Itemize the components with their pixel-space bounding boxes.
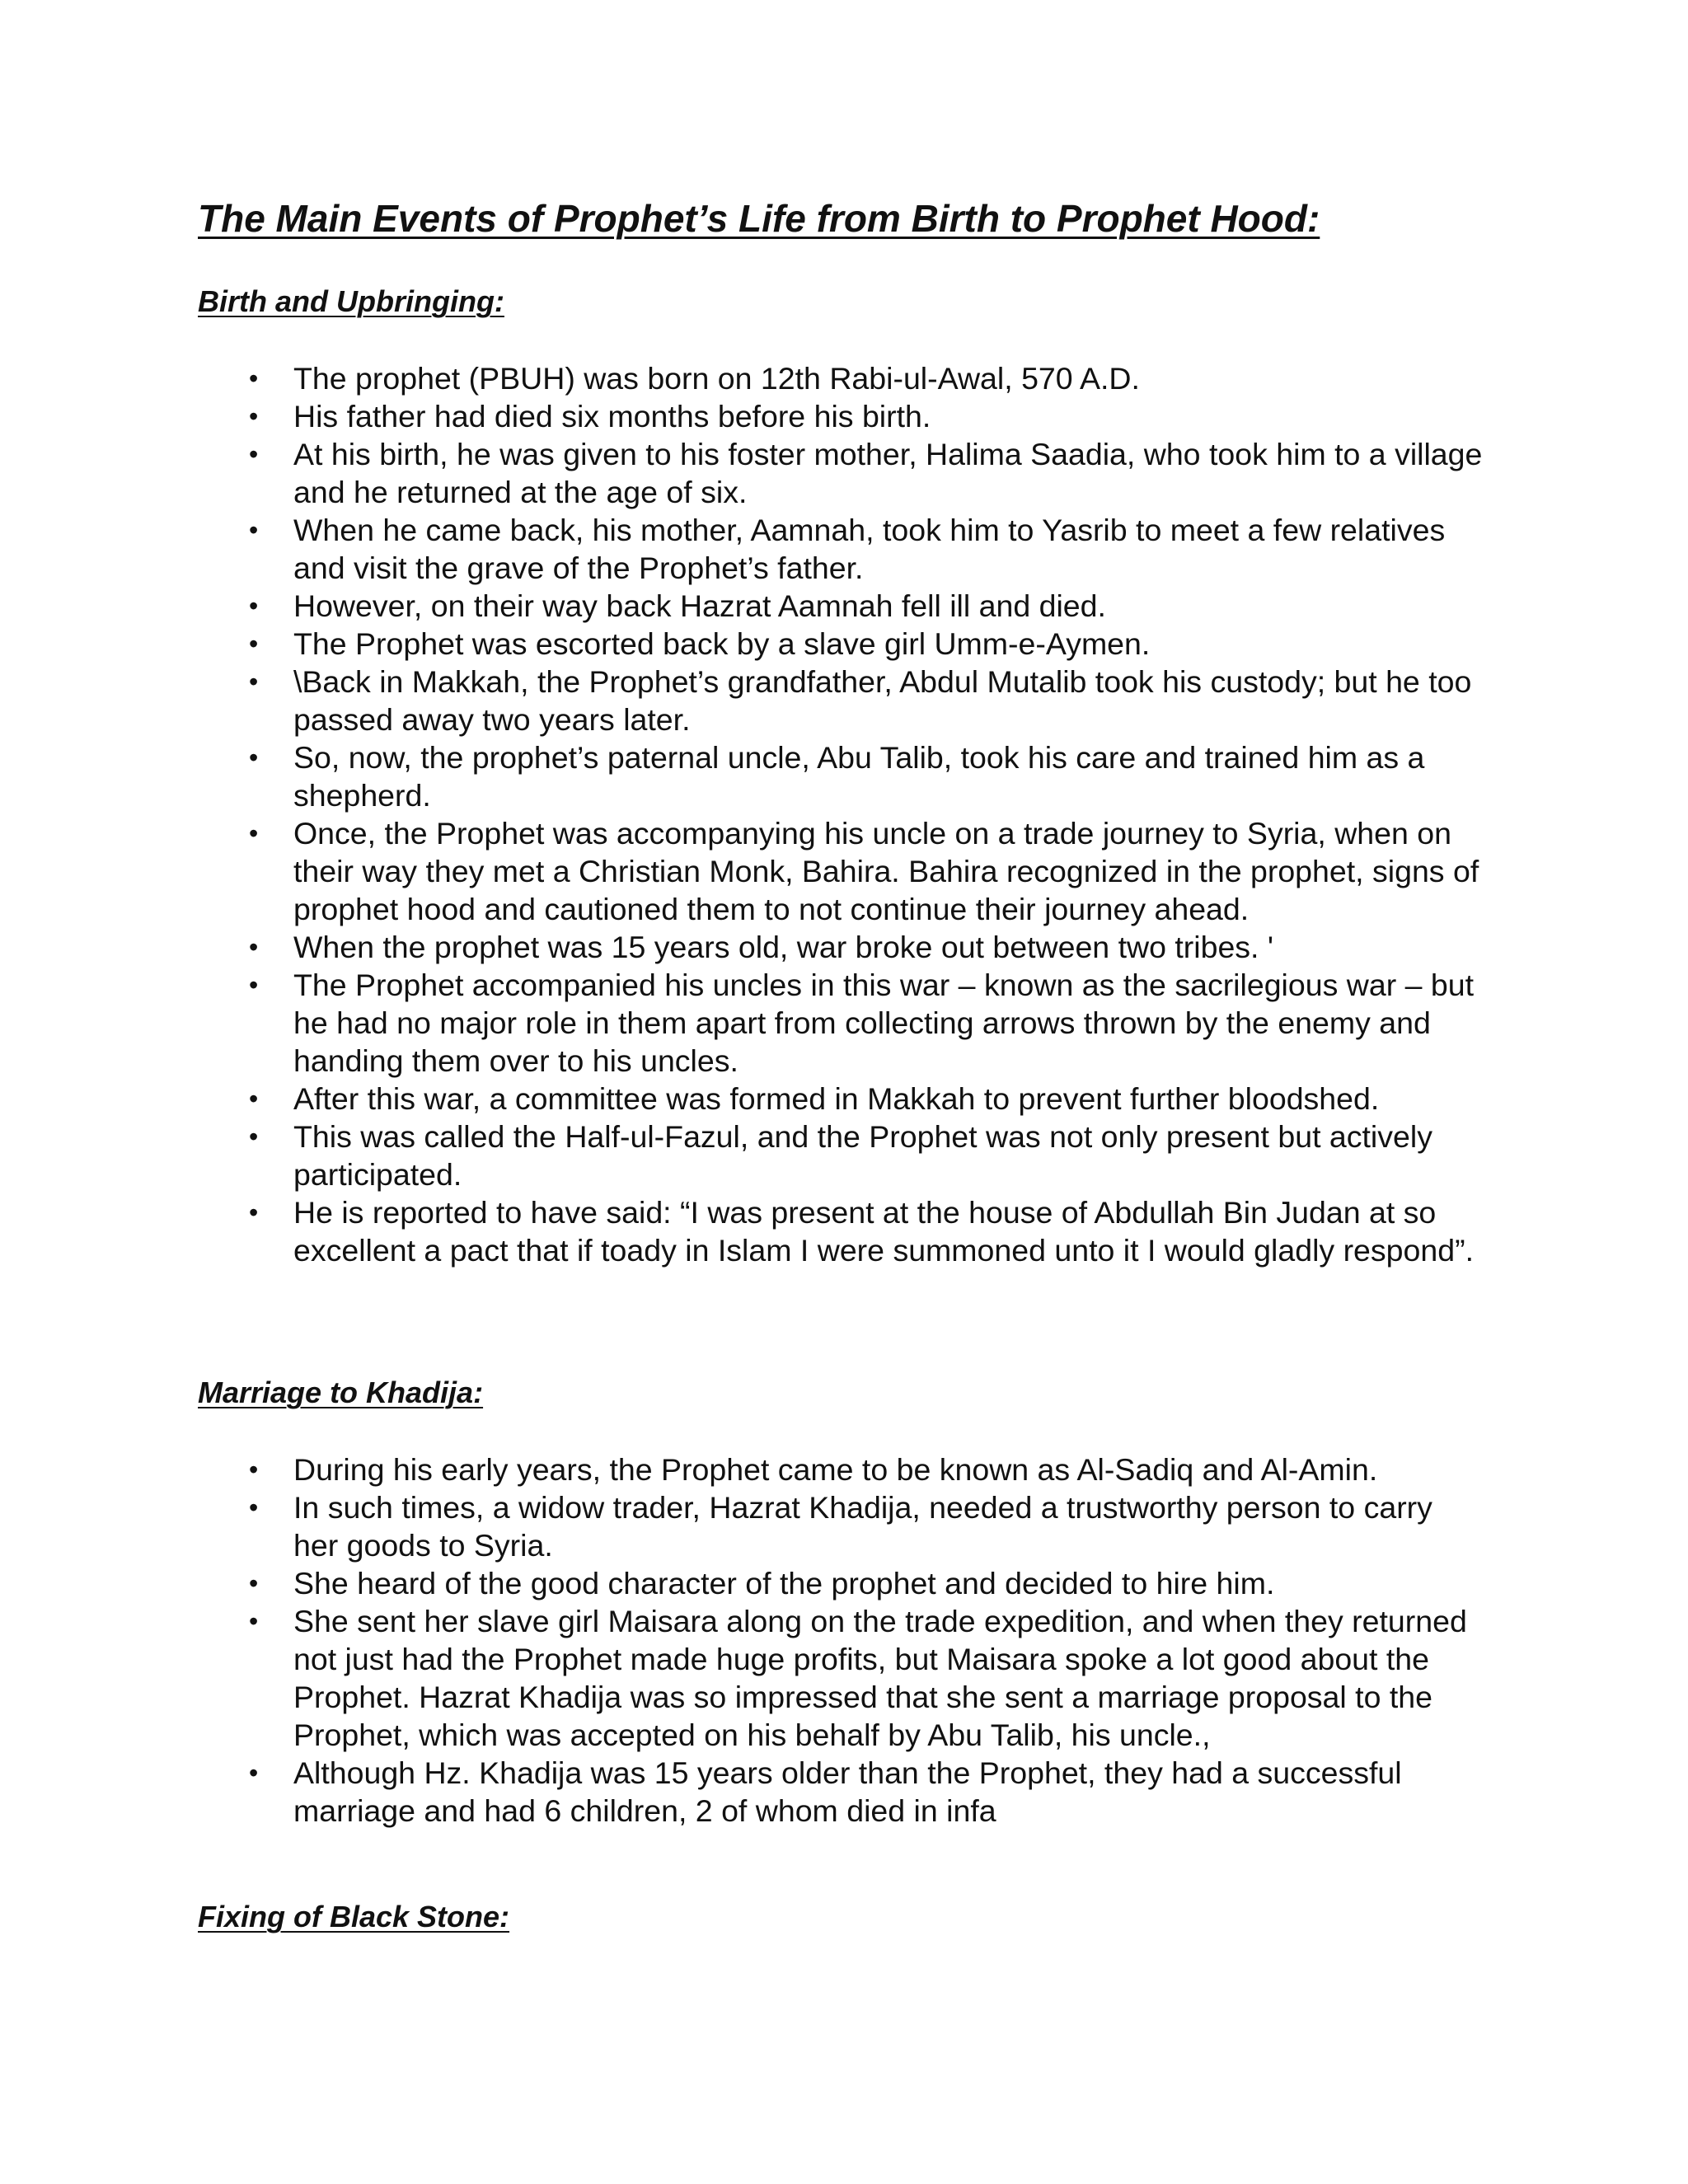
list-item [198, 587, 1484, 625]
list-item [198, 511, 1484, 587]
list-item-text: The Prophet accompanied his uncles in this war – known as the sacrilegious war – but he had no major role in them apart from collecting arrows thrown by the enemy and handing them over to his uncles. [293, 968, 1475, 1078]
list-item [198, 663, 1484, 738]
list-item [198, 1080, 1484, 1118]
list-item [198, 814, 1484, 928]
bullet-icon: • [249, 1568, 259, 1598]
bullet-icon: • [249, 1084, 259, 1113]
list-item-text: When he came back, his mother, Aamnah, took him to Yasrib to meet a few relatives and visit the grave of the Prophet’s father. [293, 513, 1446, 585]
bullet-icon: • [249, 1122, 259, 1151]
list-item [198, 738, 1484, 814]
bullet-icon: • [249, 439, 259, 469]
bullet-icon: • [249, 970, 259, 1000]
bullet-icon: • [249, 591, 259, 621]
bullet-icon: • [249, 401, 259, 431]
list-item [198, 625, 1484, 663]
bullet-icon: • [249, 1455, 259, 1484]
bullet-icon: • [249, 1758, 259, 1788]
list-item [198, 1564, 1484, 1602]
bullet-list-birth-and-upbringing [198, 359, 1484, 1269]
list-item-text: She sent her slave girl Maisara along on the trade expedition, and when they returned not just had the Prophet made huge profits, but Maisara spoke a lot good about the Prophet. Hazrat Khadija was so impressed that she sent a marriage proposal to the Prophet, which was accepted on his behalf by Abu Talib, his uncle., [293, 1604, 1467, 1752]
list-item-text: After this war, a committee was formed in Makkah to prevent further bloodshed. [293, 1081, 1380, 1116]
list-item-text: So, now, the prophet’s paternal uncle, Abu Talib, took his care and trained him as a shepherd. [293, 740, 1425, 813]
bullet-icon: • [249, 818, 259, 848]
list-item [198, 1118, 1484, 1193]
list-item-text: The prophet (PBUH) was born on 12th Rabi-ul-Awal, 570 A.D. [293, 361, 1140, 396]
section-heading-marriage-to-khadija: Marriage to Khadija: [198, 1376, 484, 1409]
list-item-text: When the prophet was 15 years old, war broke out between two tribes. ' [293, 930, 1274, 964]
list-item-text: The Prophet was escorted back by a slave girl Umm-e-Aymen. [293, 626, 1151, 661]
list-item [198, 966, 1484, 1080]
list-item [198, 397, 1484, 435]
list-item [198, 1602, 1484, 1754]
bullet-icon: • [249, 363, 259, 393]
bullet-icon: • [249, 667, 259, 696]
list-item-text: However, on their way back Hazrat Aamnah fell ill and died. [293, 588, 1106, 623]
bullet-icon: • [249, 1606, 259, 1636]
list-item-text: She heard of the good character of the prophet and decided to hire him. [293, 1566, 1275, 1601]
list-item [198, 1193, 1484, 1269]
list-item-text: He is reported to have said: “I was present at the house of Abdullah Bin Judan at so excellent a pact that if toady in Islam I were summoned unto it I would gladly respond”. [293, 1195, 1474, 1268]
list-item [198, 1451, 1484, 1488]
list-item-text: During his early years, the Prophet came to be known as Al-Sadiq and Al-Amin. [293, 1452, 1378, 1487]
bullet-icon: • [249, 629, 259, 658]
list-item [198, 435, 1484, 511]
list-item-text: \Back in Makkah, the Prophet’s grandfather, Abdul Mutalib took his custody; but he too passed away two years later. [293, 664, 1472, 737]
list-item-text: Once, the Prophet was accompanying his uncle on a trade journey to Syria, when on their way they met a Christian Monk, Bahira. Bahira recognized in the prophet, signs of prophet hood and cautioned them to not continue their journey ahead. [293, 816, 1479, 926]
list-item [198, 928, 1484, 966]
bullet-icon: • [249, 1493, 259, 1522]
list-item [198, 1754, 1484, 1830]
list-item-text: At his birth, he was given to his foster mother, Halima Saadia, who took him to a village and he returned at the age of six. [293, 437, 1483, 509]
list-item [198, 359, 1484, 397]
list-item-text: In such times, a widow trader, Hazrat Khadija, needed a trustworthy person to carry her goods to Syria. [293, 1490, 1432, 1563]
bullet-icon: • [249, 515, 259, 545]
bullet-icon: • [249, 932, 259, 962]
bullet-icon: • [249, 743, 259, 772]
list-item [198, 1488, 1484, 1564]
bullet-icon: • [249, 1197, 259, 1227]
bullet-list-marriage-to-khadija [198, 1451, 1484, 1830]
section-heading-birth-and-upbringing: Birth and Upbringing: [198, 284, 504, 318]
list-item-text: This was called the Half-ul-Fazul, and the Prophet was not only present but actively participated. [293, 1119, 1432, 1192]
document-title: The Main Events of Prophet’s Life from Birth to Prophet Hood: [198, 197, 1320, 240]
list-item-text: Although Hz. Khadija was 15 years older than the Prophet, they had a successful marriage and had 6 children, 2 of whom died in infa [293, 1755, 1402, 1828]
section-heading-fixing-of-black-stone: Fixing of Black Stone: [198, 1900, 510, 1933]
list-item-text: His father had died six months before his birth. [293, 399, 931, 434]
